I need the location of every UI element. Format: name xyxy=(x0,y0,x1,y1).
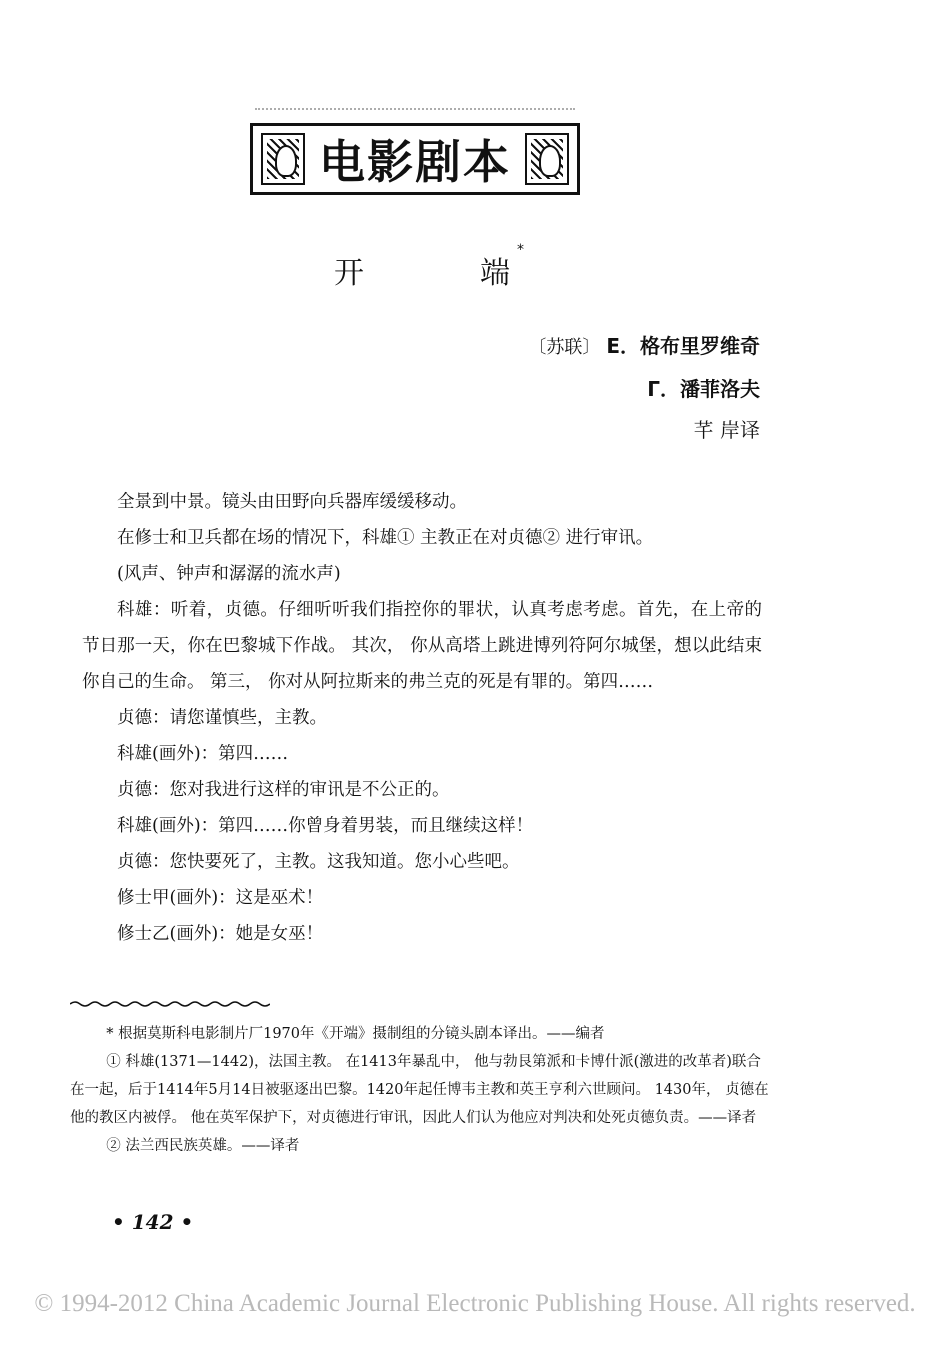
stage-direction: 在修士和卫兵都在场的情况下，科雄① 主教正在对贞德② 进行审讯。 xyxy=(117,528,654,548)
dialog-line: 科雄：听着，贞德。仔细听听我们指控你的罪状，认真考虑考虑。首先，在上帝的节日那一天，你在巴黎城下作战。 其次， 你从高塔上跳进博列符阿尔城堡，想以此结束你自己的生命。 第三， 你对从阿拉斯来的弗兰克的死是有罪的。第四…… xyxy=(82,600,762,692)
title-char-2: 端 xyxy=(480,256,512,291)
footnote-divider xyxy=(70,1000,270,1008)
footnote-star: * 根据莫斯科电影制片厂1970年《开端》摄制组的分镜头剧本译出。——编者 xyxy=(106,1026,605,1042)
stage-direction: 全景到中景。镜头由田野向兵器库缓缓移动。 xyxy=(117,492,467,512)
script-body xyxy=(82,484,762,952)
dialog-line: 贞德：您快要死了，主教。这我知道。您小心些吧。 xyxy=(117,852,520,872)
page-number: • 142 • xyxy=(112,1210,194,1234)
copyright-notice: © 1994-2012 China Academic Journal Electronic Publishing House. All rights reserved. xyxy=(34,1290,916,1317)
sound-direction: (风声、钟声和潺潺的流水声) xyxy=(117,564,341,584)
dialog-line: 修士乙(画外)：她是女巫！ xyxy=(117,924,324,944)
section-label: 电影剧本 xyxy=(319,135,511,189)
section-banner xyxy=(250,123,580,195)
dialog-line: 贞德：您对我进行这样的审讯是不公正的。 xyxy=(117,780,450,800)
dialog-line: 科雄(画外)：第四…… xyxy=(117,744,289,764)
credit-translator: 芊 岸译 xyxy=(693,418,760,442)
title-footnote-mark: * xyxy=(517,242,526,258)
dialog-line: 贞德：请您谨慎些，主教。 xyxy=(117,708,327,728)
footnotes xyxy=(70,1020,770,1160)
footnote-2: ② 法兰西民族英雄。——译者 xyxy=(106,1138,300,1154)
right-ornament-icon xyxy=(525,133,569,185)
dialog-line: 科雄(画外)：第四……你曾身着男装，而且继续这样！ xyxy=(117,816,534,836)
left-ornament-icon xyxy=(261,133,305,185)
dialog-line: 修士甲(画外)：这是巫术！ xyxy=(117,888,324,908)
credit-author2: Г．潘菲洛夫 xyxy=(647,377,760,401)
title-char-1: 开 xyxy=(334,256,366,291)
credit-country: 〔苏联〕 xyxy=(528,337,601,358)
credit-author1 xyxy=(528,330,760,359)
footnote-1: ① 科雄(1371—1442)，法国主教。 在1413年暴乱中， 他与勃艮第派和卡博什派(激进的改革者)联合在一起，后于1414年5月14日被驱逐出巴黎。1420年起任博韦主教和英王亨利六世顾问。 1430年， 贞德在他的教区内被俘。 他在英军保护下，对贞德进行审讯，因此人们认为他应对判决和处死贞德负责。——译者 xyxy=(70,1054,769,1126)
header-print-noise xyxy=(255,108,575,120)
author1-name: E．格布里罗维奇 xyxy=(606,334,760,358)
